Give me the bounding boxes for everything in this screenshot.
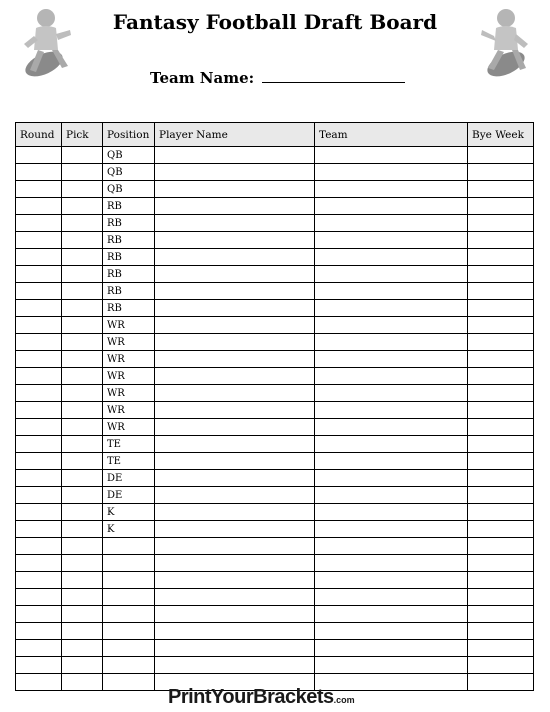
position-cell: [103, 674, 155, 691]
table-row: [16, 300, 534, 317]
pick-cell[interactable]: [62, 419, 103, 436]
player-name-cell[interactable]: [155, 538, 315, 555]
bye-week-cell[interactable]: [468, 368, 534, 385]
pick-cell[interactable]: [62, 606, 103, 623]
position-cell: K: [103, 521, 155, 538]
team-cell[interactable]: [315, 555, 468, 572]
table-row: [16, 453, 534, 470]
team-cell[interactable]: [315, 538, 468, 555]
team-cell[interactable]: [315, 521, 468, 538]
bye-week-cell[interactable]: [468, 402, 534, 419]
position-cell: RB: [103, 283, 155, 300]
pick-cell[interactable]: [62, 266, 103, 283]
round-cell[interactable]: [16, 300, 62, 317]
player-name-cell[interactable]: [155, 283, 315, 300]
player-name-cell[interactable]: [155, 623, 315, 640]
bye-week-cell[interactable]: [468, 317, 534, 334]
round-cell[interactable]: [16, 572, 62, 589]
team-cell[interactable]: [315, 249, 468, 266]
bye-week-cell[interactable]: [468, 436, 534, 453]
bye-week-cell[interactable]: [468, 572, 534, 589]
table-row: [16, 419, 534, 436]
team-cell[interactable]: [315, 317, 468, 334]
column-header-round: Round: [16, 123, 62, 147]
player-name-cell[interactable]: [155, 572, 315, 589]
position-cell: [103, 572, 155, 589]
table-row: [16, 317, 534, 334]
team-cell[interactable]: [315, 266, 468, 283]
table-row: [16, 181, 534, 198]
team-cell[interactable]: [315, 436, 468, 453]
player-name-cell[interactable]: [155, 300, 315, 317]
team-cell[interactable]: [315, 419, 468, 436]
round-cell[interactable]: [16, 487, 62, 504]
bye-week-cell[interactable]: [468, 215, 534, 232]
pick-cell[interactable]: [62, 538, 103, 555]
table-row: [16, 164, 534, 181]
position-cell: [103, 640, 155, 657]
position-cell: WR: [103, 317, 155, 334]
pick-cell[interactable]: [62, 589, 103, 606]
bye-week-cell[interactable]: [468, 334, 534, 351]
round-cell[interactable]: [16, 147, 62, 164]
round-cell[interactable]: [16, 538, 62, 555]
pick-cell[interactable]: [62, 674, 103, 691]
team-cell[interactable]: [315, 453, 468, 470]
table-row: [16, 232, 534, 249]
player-name-cell[interactable]: [155, 181, 315, 198]
round-cell[interactable]: [16, 521, 62, 538]
team-cell[interactable]: [315, 657, 468, 674]
player-name-cell[interactable]: [155, 198, 315, 215]
round-cell[interactable]: [16, 351, 62, 368]
position-cell: [103, 589, 155, 606]
player-name-cell[interactable]: [155, 385, 315, 402]
round-cell[interactable]: [16, 198, 62, 215]
player-name-cell[interactable]: [155, 266, 315, 283]
round-cell[interactable]: [16, 623, 62, 640]
team-cell[interactable]: [315, 470, 468, 487]
round-cell[interactable]: [16, 453, 62, 470]
brand-footer: [168, 686, 355, 709]
pick-cell[interactable]: [62, 504, 103, 521]
position-cell: [103, 538, 155, 555]
bye-week-cell[interactable]: [468, 266, 534, 283]
pick-cell[interactable]: [62, 283, 103, 300]
pick-cell[interactable]: [62, 385, 103, 402]
position-cell: K: [103, 504, 155, 521]
table-row: [16, 589, 534, 606]
player-name-cell[interactable]: [155, 589, 315, 606]
brand-name: PrintYourBrackets: [168, 686, 334, 708]
table-row: [16, 640, 534, 657]
table-row: [16, 623, 534, 640]
team-cell[interactable]: [315, 487, 468, 504]
table-row: [16, 470, 534, 487]
position-cell: [103, 555, 155, 572]
position-cell: RB: [103, 300, 155, 317]
round-cell[interactable]: [16, 181, 62, 198]
player-name-cell[interactable]: [155, 232, 315, 249]
player-name-cell[interactable]: [155, 453, 315, 470]
bye-week-cell[interactable]: [468, 249, 534, 266]
table-row: [16, 555, 534, 572]
bye-week-cell[interactable]: [468, 555, 534, 572]
player-name-cell[interactable]: [155, 249, 315, 266]
player-name-cell[interactable]: [155, 351, 315, 368]
pick-cell[interactable]: [62, 368, 103, 385]
bye-week-cell[interactable]: [468, 538, 534, 555]
bye-week-cell[interactable]: [468, 283, 534, 300]
pick-cell[interactable]: [62, 215, 103, 232]
round-cell[interactable]: [16, 215, 62, 232]
position-cell: [103, 606, 155, 623]
table-row: [16, 249, 534, 266]
position-cell: WR: [103, 334, 155, 351]
pick-cell[interactable]: [62, 300, 103, 317]
bye-week-cell[interactable]: [468, 181, 534, 198]
position-cell: RB: [103, 215, 155, 232]
position-cell: WR: [103, 351, 155, 368]
round-cell[interactable]: [16, 232, 62, 249]
table-row: [16, 436, 534, 453]
player-name-cell[interactable]: [155, 606, 315, 623]
team-cell[interactable]: [315, 147, 468, 164]
bye-week-cell[interactable]: [468, 521, 534, 538]
round-cell[interactable]: [16, 436, 62, 453]
position-cell: WR: [103, 402, 155, 419]
bye-week-cell[interactable]: [468, 504, 534, 521]
player-name-cell[interactable]: [155, 215, 315, 232]
round-cell[interactable]: [16, 555, 62, 572]
position-cell: WR: [103, 368, 155, 385]
pick-cell[interactable]: [62, 555, 103, 572]
round-cell[interactable]: [16, 164, 62, 181]
bye-week-cell[interactable]: [468, 640, 534, 657]
bye-week-cell[interactable]: [468, 453, 534, 470]
table-row: [16, 334, 534, 351]
pick-cell[interactable]: [62, 521, 103, 538]
position-cell: [103, 657, 155, 674]
round-cell[interactable]: [16, 368, 62, 385]
round-cell[interactable]: [16, 657, 62, 674]
brand-tld: .com: [333, 695, 355, 705]
table-row: [16, 538, 534, 555]
column-header-pick: Pick: [62, 123, 103, 147]
pick-cell[interactable]: [62, 623, 103, 640]
team-cell[interactable]: [315, 334, 468, 351]
bye-week-cell[interactable]: [468, 589, 534, 606]
table-row: [16, 368, 534, 385]
team-cell[interactable]: [315, 215, 468, 232]
player-name-cell[interactable]: [155, 164, 315, 181]
position-cell: RB: [103, 249, 155, 266]
round-cell[interactable]: [16, 266, 62, 283]
position-cell: QB: [103, 147, 155, 164]
table-row: [16, 521, 534, 538]
team-cell[interactable]: [315, 572, 468, 589]
pick-cell[interactable]: [62, 334, 103, 351]
team-cell[interactable]: [315, 164, 468, 181]
player-name-cell[interactable]: [155, 504, 315, 521]
table-row: [16, 657, 534, 674]
round-cell[interactable]: [16, 283, 62, 300]
player-name-cell[interactable]: [155, 640, 315, 657]
column-header-bye-week: Bye Week: [468, 123, 534, 147]
round-cell[interactable]: [16, 249, 62, 266]
bye-week-cell[interactable]: [468, 232, 534, 249]
pick-cell[interactable]: [62, 317, 103, 334]
bye-week-cell[interactable]: [468, 198, 534, 215]
bye-week-cell[interactable]: [468, 487, 534, 504]
position-cell: WR: [103, 419, 155, 436]
round-cell[interactable]: [16, 334, 62, 351]
round-cell[interactable]: [16, 640, 62, 657]
pick-cell[interactable]: [62, 640, 103, 657]
bye-week-cell[interactable]: [468, 164, 534, 181]
pick-cell[interactable]: [62, 147, 103, 164]
table-row: [16, 606, 534, 623]
team-name-field: [150, 68, 405, 87]
player-name-cell[interactable]: [155, 521, 315, 538]
team-cell[interactable]: [315, 589, 468, 606]
team-cell[interactable]: [315, 198, 468, 215]
round-cell[interactable]: [16, 402, 62, 419]
pick-cell[interactable]: [62, 232, 103, 249]
pick-cell[interactable]: [62, 572, 103, 589]
position-cell: DE: [103, 487, 155, 504]
bye-week-cell[interactable]: [468, 674, 534, 691]
pick-cell[interactable]: [62, 436, 103, 453]
table-header-row: [16, 123, 534, 147]
position-cell: DE: [103, 470, 155, 487]
pick-cell[interactable]: [62, 164, 103, 181]
bye-week-cell[interactable]: [468, 300, 534, 317]
table-row: [16, 402, 534, 419]
team-cell[interactable]: [315, 300, 468, 317]
round-cell[interactable]: [16, 589, 62, 606]
player-name-cell[interactable]: [155, 334, 315, 351]
position-cell: TE: [103, 453, 155, 470]
pick-cell[interactable]: [62, 402, 103, 419]
player-name-cell[interactable]: [155, 436, 315, 453]
team-cell[interactable]: [315, 368, 468, 385]
position-cell: [103, 623, 155, 640]
table-row: [16, 147, 534, 164]
player-name-cell[interactable]: [155, 555, 315, 572]
draft-board-table: [15, 122, 534, 691]
player-name-cell[interactable]: [155, 147, 315, 164]
team-cell[interactable]: [315, 402, 468, 419]
column-header-position: Position: [103, 123, 155, 147]
position-cell: RB: [103, 198, 155, 215]
team-cell[interactable]: [315, 283, 468, 300]
round-cell[interactable]: [16, 606, 62, 623]
position-cell: WR: [103, 385, 155, 402]
player-name-cell[interactable]: [155, 419, 315, 436]
round-cell[interactable]: [16, 674, 62, 691]
team-cell[interactable]: [315, 504, 468, 521]
table-row: [16, 504, 534, 521]
pick-cell[interactable]: [62, 657, 103, 674]
pick-cell[interactable]: [62, 181, 103, 198]
bye-week-cell[interactable]: [468, 419, 534, 436]
pick-cell[interactable]: [62, 249, 103, 266]
team-cell[interactable]: [315, 232, 468, 249]
position-cell: QB: [103, 164, 155, 181]
team-cell[interactable]: [315, 385, 468, 402]
bye-week-cell[interactable]: [468, 147, 534, 164]
player-name-cell[interactable]: [155, 470, 315, 487]
table-row: [16, 283, 534, 300]
column-header-player-name: Player Name: [155, 123, 315, 147]
pick-cell[interactable]: [62, 198, 103, 215]
player-name-cell[interactable]: [155, 487, 315, 504]
bye-week-cell[interactable]: [468, 351, 534, 368]
bye-week-cell[interactable]: [468, 657, 534, 674]
round-cell[interactable]: [16, 504, 62, 521]
player-name-cell[interactable]: [155, 368, 315, 385]
team-cell[interactable]: [315, 351, 468, 368]
round-cell[interactable]: [16, 470, 62, 487]
round-cell[interactable]: [16, 419, 62, 436]
pick-cell[interactable]: [62, 487, 103, 504]
table-row: [16, 198, 534, 215]
bye-week-cell[interactable]: [468, 470, 534, 487]
table-row: [16, 351, 534, 368]
bye-week-cell[interactable]: [468, 623, 534, 640]
pick-cell[interactable]: [62, 470, 103, 487]
position-cell: QB: [103, 181, 155, 198]
team-name-blank-line[interactable]: [262, 68, 405, 83]
player-name-cell[interactable]: [155, 657, 315, 674]
table-row: [16, 266, 534, 283]
team-cell[interactable]: [315, 606, 468, 623]
draft-board-body: [16, 147, 534, 691]
table-row: [16, 487, 534, 504]
pick-cell[interactable]: [62, 453, 103, 470]
column-header-team: Team: [315, 123, 468, 147]
pick-cell[interactable]: [62, 351, 103, 368]
page-title: Fantasy Football Draft Board: [112, 10, 438, 34]
player-name-cell[interactable]: [155, 402, 315, 419]
team-name-label: Team Name:: [150, 69, 255, 87]
team-cell[interactable]: [315, 640, 468, 657]
team-cell[interactable]: [315, 181, 468, 198]
table-row: [16, 572, 534, 589]
position-cell: RB: [103, 232, 155, 249]
round-cell[interactable]: [16, 385, 62, 402]
round-cell[interactable]: [16, 317, 62, 334]
player-name-cell[interactable]: [155, 317, 315, 334]
team-cell[interactable]: [315, 623, 468, 640]
bye-week-cell[interactable]: [468, 385, 534, 402]
position-cell: TE: [103, 436, 155, 453]
table-row: [16, 385, 534, 402]
bye-week-cell[interactable]: [468, 606, 534, 623]
position-cell: RB: [103, 266, 155, 283]
table-row: [16, 215, 534, 232]
